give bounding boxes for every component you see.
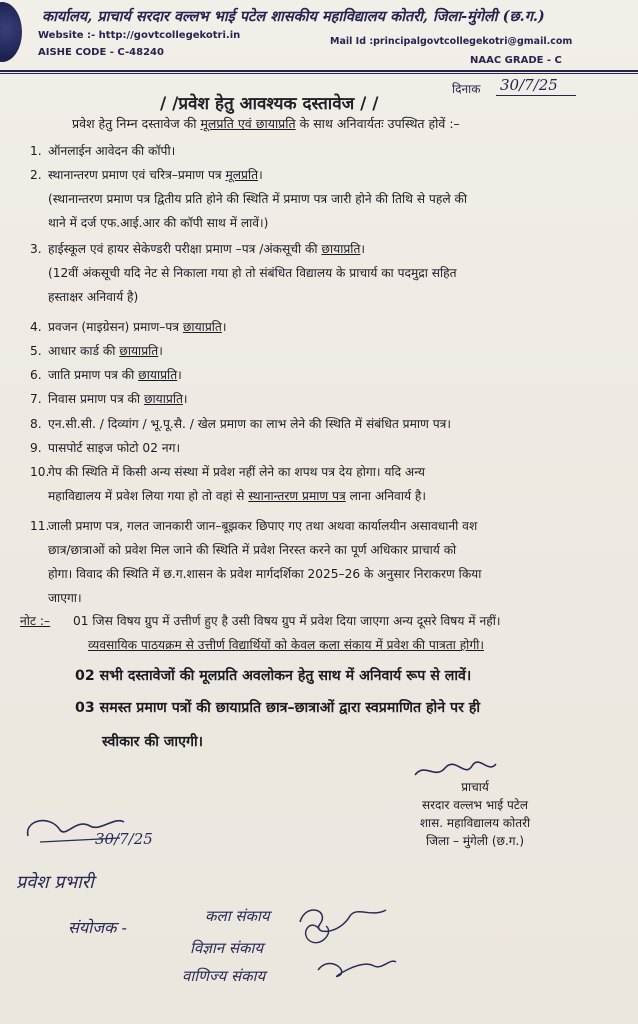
intro-text	[72, 115, 460, 132]
note-line-1: 01 जिस विषय ग्रुप में उत्तीर्ण हुए है उसी विषय ग्रुप में प्रवेश दिया जाएगा अन्य दूसरे विषय में नहीं।	[73, 614, 501, 628]
signatory-role: प्राचार्य	[461, 780, 489, 794]
list-item-number: 2.	[30, 168, 42, 182]
list-item-line: पासपोर्ट साइज फोटो 02 नग।	[48, 441, 181, 455]
list-item-number: 10.	[30, 465, 50, 479]
signatory-district: जिला – मुंगेली (छ.ग.)	[425, 834, 525, 848]
list-item-number: 6.	[30, 368, 42, 382]
list-item-number: 9.	[30, 441, 42, 455]
intro-post: के साथ अनिवार्यतः उपस्थित होवें :–	[295, 116, 460, 131]
aishe-code: AISHE CODE - C-48240	[38, 47, 164, 58]
list-item-line: गेप की स्थिति में किसी अन्य संस्था में प्रवेश नहीं लेने का शपथ पत्र देय होगा। यदि अन्य	[48, 465, 425, 479]
handwritten-arts: कला संकाय	[205, 907, 270, 925]
list-item-line: ऑनलाईन आवेदन की कॉपी।	[48, 144, 176, 158]
note-point-2: 02 सभी दस्तावेजों की मूलप्रति अवलोकन हेतु साथ में अनिवार्य रूप से लावें।	[75, 668, 472, 684]
date-value: 30/7/25	[500, 76, 558, 94]
note-line-2: व्यवसायिक पाठयक्रम से उत्तीर्ण विद्यार्थियों को केवल कला संकाय में प्रवेश की पात्रता होगी।	[88, 638, 484, 652]
list-item-line: जाएगा।	[48, 591, 82, 605]
list-item-line: स्थानान्तरण प्रमाण एवं चरित्र–प्रमाण पत्र मूलप्रति।	[48, 168, 263, 182]
signature-block	[395, 778, 555, 850]
list-item-line: थाने में दर्ज एफ.आई.आर की कॉपी साथ में लावें।)	[48, 216, 269, 230]
handwritten-incharge: प्रवेश प्रभारी	[16, 872, 94, 893]
list-item-line: (स्थानान्तरण प्रमाण पत्र द्वितीय प्रति होने की स्थिति में प्रमाण पत्र जारी होने की तिथि से पहले की	[48, 192, 467, 206]
intro-pre: प्रवेश हेतु निम्न दस्तावेज की	[72, 116, 201, 131]
list-item-number: 8.	[30, 417, 42, 431]
list-item-line: हाईस्कूल एवं हायर सेकेण्डरी परीक्षा प्रमाण –पत्र /अंकसूची की छायाप्रति।	[48, 242, 366, 256]
list-item-line: जाली प्रमाण पत्र, गलत जानकारी जान–बूझकर छिपाए गए तथा अथवा कार्यालयीन असावधानी वश	[48, 519, 478, 533]
list-item-line: छात्र/छात्राओं को प्रवेश मिल जाने की स्थिति में प्रवेश निरस्त करने का पूर्ण अधिकार प्राचार्य को	[48, 543, 457, 557]
list-item-line: निवास प्रमाण पत्र की छायाप्रति।	[48, 392, 188, 406]
list-item-line: जाति प्रमाण पत्र की छायाप्रति।	[48, 368, 182, 382]
college-logo-icon	[0, 2, 22, 62]
date-underline	[496, 95, 576, 96]
list-item-number: 4.	[30, 320, 42, 334]
list-item-line: (12वीं अंकसूची यदि नेट से निकाला गया हो तो संबंधित विद्यालय के प्राचार्य का पदमुद्रा सहित	[48, 266, 457, 280]
note-point-3: 03 समस्त प्रमाण पत्रों की छायाप्रति छात्र–छात्राओं द्वारा स्वप्रमाणित होने पर ही	[75, 700, 481, 716]
note-label: नोट :–	[20, 614, 51, 628]
website-text: Website :- http://govtcollegekotri.in	[38, 30, 241, 41]
signatory-college: शास. महाविद्यालय कोतरी	[419, 816, 531, 830]
handwritten-coordinator: संयोजक -	[68, 918, 127, 937]
handwritten-date: 30/7/25	[95, 830, 153, 848]
list-item-number: 7.	[30, 392, 42, 406]
mail-id: Mail Id :principalgovtcollegekotri@gmail.com	[330, 36, 573, 47]
handwritten-commerce: वाणिज्य संकाय	[182, 967, 266, 985]
handwritten-science: विज्ञान संकाय	[190, 939, 264, 957]
letterhead-title: कार्यालय, प्राचार्य सरदार वल्लभ भाई पटेल शासकीय महाविद्यालय कोतरी, जिला-मुंगेली (छ.ग.)	[42, 8, 545, 25]
list-item-line: आधार कार्ड की छायाप्रति।	[48, 344, 163, 358]
list-item-number: 1.	[30, 144, 42, 158]
list-item-line: हस्ताक्षर अनिवार्य है)	[48, 290, 139, 304]
note-point-3-cont: स्वीकार की जाएगी।	[102, 734, 203, 750]
signatory-name: सरदार वल्लभ भाई पटेल	[422, 798, 528, 812]
list-item-line: प्रवजन (माइग्रेसन) प्रमाण–पत्र छायाप्रति।	[48, 320, 227, 334]
list-item-number: 11.	[30, 519, 50, 533]
list-item-number: 3.	[30, 242, 42, 256]
list-item-line: एन.सी.सी. / दिव्यांग / भू.पू.सै. / खेल प्रमाण का लाभ लेने की स्थिति में संबंधित प्रमाण पत्र।	[48, 417, 452, 431]
intro-underlined: मूलप्रति एवं छायाप्रति	[200, 116, 296, 131]
coordinator-signatures-icon	[290, 896, 400, 996]
list-item-number: 5.	[30, 344, 42, 358]
letterhead-divider	[0, 70, 638, 74]
document-title: / /प्रवेश हेतु आवश्यक दस्तावेज / /	[160, 94, 379, 114]
list-item-line: होगा। विवाद की स्थिति में छ.ग.शासन के प्रवेश मार्गदर्शिका 2025–26 के अनुसार निराकरण किया	[48, 567, 482, 581]
naac-grade: NAAC GRADE - C	[470, 55, 562, 66]
list-item-line: महाविद्यालय में प्रवेश लिया गया हो तो वहां से स्थानान्तरण प्रमाण पत्र लाना अनिवार्य है।	[48, 489, 427, 503]
date-label: दिनाक	[452, 82, 481, 96]
